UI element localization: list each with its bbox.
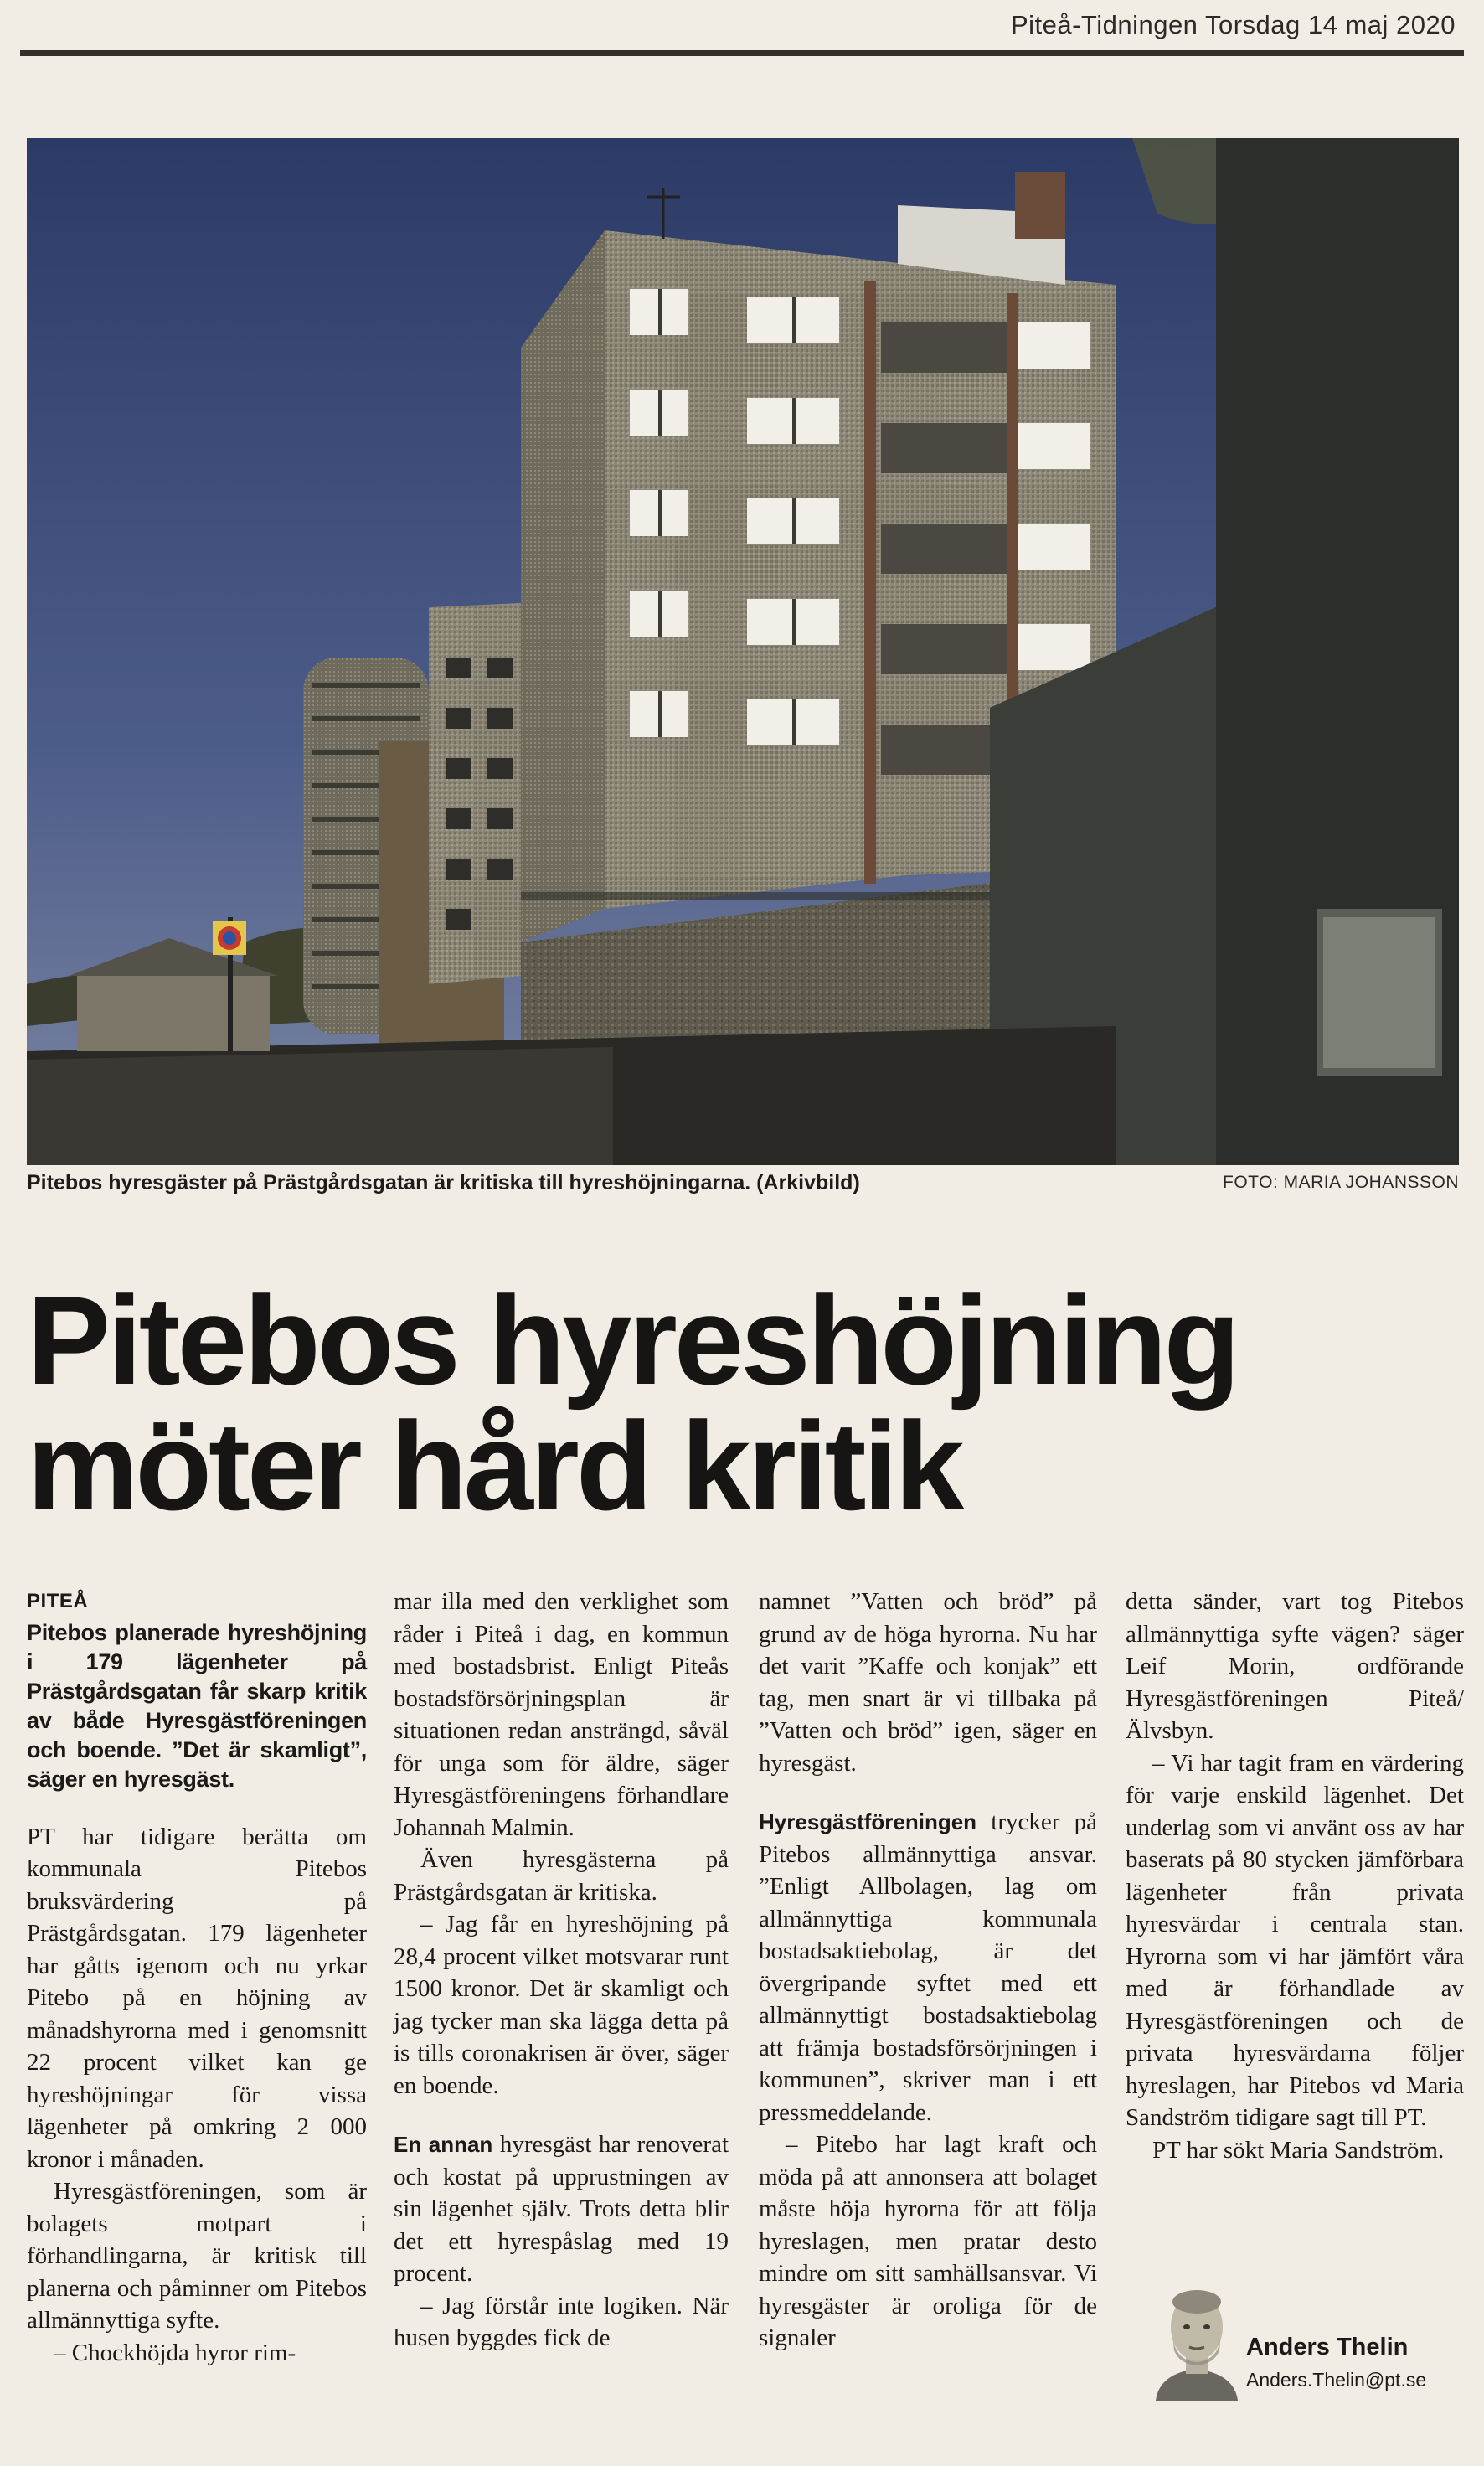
- paragraph: namnet ”Vatten och bröd” på grund av de höga hyrorna. Nu har det varit ”Kaffe och konjak” ett tag, men snart är vi tillbaka på ”Vatten och bröd” igen, säger en hyresgäst.: [759, 1588, 1097, 1777]
- paragraph-body: trycker på Pitebos allmännyttiga ansvar. ”Enligt Allbolagen, lag om allmännyttiga kommunala bostadsaktiebolag, är det övergripande syftet med ett allmännyttigt bostadsaktiebolag att främja bostadsförsörjningen i kommunen”, skriver man i ett pressmeddelande.: [759, 1808, 1097, 2126]
- author-name: Anders Thelin: [1246, 2334, 1409, 2360]
- article-column-2: [394, 1586, 729, 2355]
- dateline: PITEÅ: [27, 1590, 89, 1612]
- apartment-building-photo: [27, 138, 1459, 1165]
- paragraph-lead: En annan: [394, 2132, 493, 2157]
- masthead-rule: [20, 50, 1464, 56]
- paragraph: mar illa med den verklighet som råder i Piteå i dag, en kommun med bostadsbrist. Enligt Piteås bostadsförsörjningsplan är situationen redan ansträngd, såväl för unga som för äldre, säger Hyresgästföreningens förhandlare Johannah Malmin.: [394, 1588, 729, 1841]
- paragraph: – Chockhöjda hyror rim-: [54, 2339, 296, 2366]
- article-photo: [27, 138, 1459, 1165]
- ingress: Pitebos planerade hyreshöjning i 179 lägenheter på Prästgårdsgatan får skarp kritik av både Hyresgästföreningen och boende. ”Det är skamligt”, säger en hyresgäst.: [27, 1619, 367, 1792]
- article-column-3: [759, 1586, 1097, 2355]
- article-column-1: [27, 1586, 367, 2369]
- newspaper-date-line: Piteå-Tidningen Torsdag 14 maj 2020: [1010, 10, 1456, 39]
- paragraph: – Jag får en hyreshöjning på 28,4 procent vilket motsvarar runt 1500 kronor. Det är skamligt och jag tycker man ska lägga detta på is tills coronakrisen är över, säger en boende.: [394, 1911, 729, 2099]
- paragraph-lead: Hyresgästföreningen: [759, 1809, 977, 1834]
- paragraph: – Jag förstår inte logiken. När husen byggdes fick de: [394, 2292, 729, 2351]
- paragraph: detta sänder, vart tog Pitebos allmännyttiga syfte vägen? säger Leif Morin, ordförande Hyresgästföreningen Piteå/Älvsbyn.: [1126, 1588, 1464, 1744]
- photo-caption: Pitebos hyresgäster på Prästgårdsgatan är kritiska till hyreshöjningarna. (Arkivbild): [27, 1171, 860, 1194]
- author-email: Anders.Thelin@pt.se: [1246, 2369, 1427, 2391]
- paragraph: – Vi har tagit fram en värdering för varje enskild lägenhet. Det underlag som vi använt oss av har baserats på 80 stycken jämförbara lägenheter från privata hyresvärdar i centrala stan. Hyrorna som vi har jämfört våra med är förhandlade av Hyresgästföreningen och de privata hyresvärdarna följer hyreslagen, har Pitebos vd Maria Sandström tidigare sagt till PT.: [1126, 1749, 1464, 2131]
- photo-credit: FOTO: MARIA JOHANSSON: [1223, 1173, 1459, 1192]
- author-avatar: [1147, 2283, 1246, 2401]
- paragraph: PT har sökt Maria Sandström.: [1152, 2136, 1445, 2164]
- paragraph: PT har tidigare berätta om kommunala Pitebos bruksvärdering på Prästgårdsgatan. 179 lägenheter har gåtts igenom och nu yrkar Pitebo på en höjning av månadshyrorna med i genomsnitt 22 procent vilket kan ge hyreshöjningar för vissa lägenheter på omkring 2 000 kronor i månaden.: [27, 1823, 367, 2173]
- paragraph: [759, 1806, 1097, 2128]
- byline: [1147, 2283, 1466, 2401]
- paragraph: [394, 2128, 729, 2290]
- paragraph: – Pitebo har lagt kraft och möda på att annonsera att bolaget måste höja hyrorna för att följa hyreslagen, men pratar desto mindre om sitt samhällsansvar. Vi hyresgäster är oroliga för de signaler: [759, 2131, 1097, 2351]
- paragraph-body: hyresgäst har renoverat och kostat på upprustningen av sin lägenhet själv. Trots detta blir det ett hyrespåslag med 19 procent.: [394, 2131, 729, 2287]
- headline: [27, 1270, 1476, 1536]
- paragraph: Hyresgästföreningen, som är bolagets motpart i förhandlingarna, är kritisk till planerna och påminner om Pitebos allmännyttiga syfte.: [27, 2178, 367, 2334]
- headline-line-2: möter hård kritik: [27, 1396, 961, 1536]
- author-portrait-icon: [1147, 2283, 1246, 2401]
- masthead: [0, 0, 1484, 59]
- paragraph: Även hyresgästerna på Prästgårdsgatan är kritiska.: [394, 1846, 729, 1906]
- headline-line-1: Pitebos hyreshöjning: [27, 1270, 1238, 1411]
- article-column-4: [1126, 1586, 1464, 2166]
